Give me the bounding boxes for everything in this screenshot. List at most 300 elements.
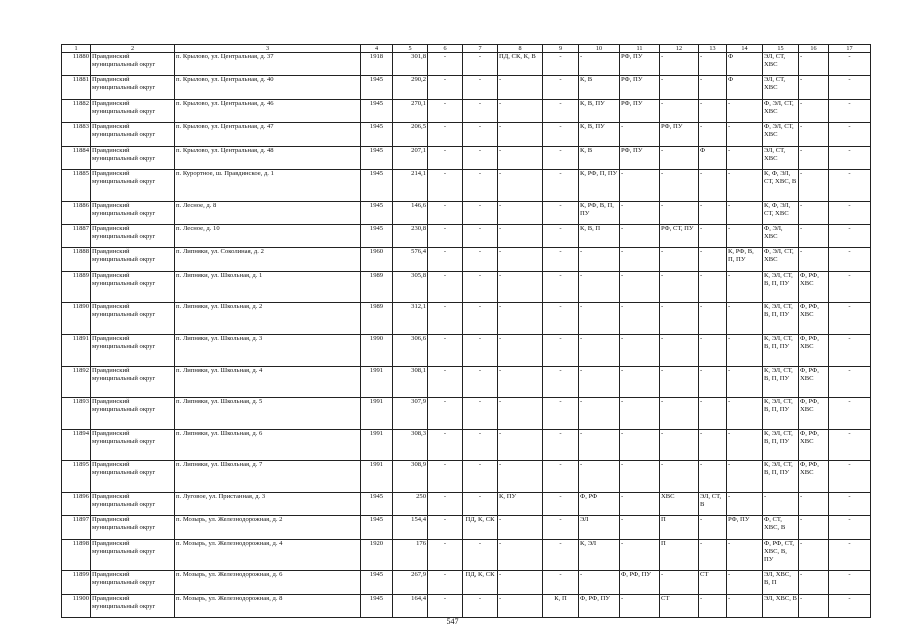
table-cell-col-5: 250 [393,492,428,515]
table-cell-col-16: - [799,571,829,594]
table-cell-col-1: 11896 [62,492,91,515]
table-cell-col-4: 1945 [361,146,393,169]
table-cell-col-11: - [620,516,660,539]
table-cell-col-1: 11900 [62,594,91,617]
column-header-14: 14 [727,45,763,53]
table-cell-col-6: - [428,429,463,461]
table-cell-col-8: - [498,334,543,366]
table-cell-col-8: ПД, СК, К, В [498,53,543,76]
table-cell-col-12: - [660,271,699,303]
table-cell-col-5: 306,6 [393,334,428,366]
table-cell-col-7: - [463,429,498,461]
table-cell-col-7: - [463,99,498,122]
table-cell-col-2: Правдинский муниципальный округ [91,461,175,493]
table-cell-col-9: - [543,461,579,493]
table-cell-col-13: - [699,271,727,303]
table-cell-col-6: - [428,516,463,539]
table-cell-col-15: ЭЛ, СТ, ХВС [763,146,799,169]
table-cell-col-16: Ф, РФ, ХВС [799,398,829,430]
table-cell-col-14: - [727,334,763,366]
table-cell-col-8: К, ПУ [498,492,543,515]
table-cell-col-7: - [463,53,498,76]
table-cell-col-7: - [463,366,498,398]
table-cell-col-17: - [829,492,871,515]
table-cell-col-13: - [699,516,727,539]
table-cell-col-9: - [543,248,579,271]
table-cell-col-11: - [620,169,660,201]
table-cell-col-11: РФ, ПУ [620,99,660,122]
table-cell-col-10: К, В, ПУ [579,99,620,122]
table-cell-col-1: 11894 [62,429,91,461]
table-cell-col-4: 1945 [361,169,393,201]
table-cell-col-6: - [428,76,463,99]
table-cell-col-10: К, В, ПУ [579,123,620,146]
table-row [62,146,871,169]
table-cell-col-13: - [699,429,727,461]
table-cell-col-5: 305,8 [393,271,428,303]
table-cell-col-6: - [428,571,463,594]
table-cell-col-10: Ф, РФ [579,492,620,515]
table-cell-col-14: Ф [727,76,763,99]
table-cell-col-4: 1945 [361,594,393,617]
table-cell-col-10: ЭЛ [579,516,620,539]
column-header-9: 9 [543,45,579,53]
table-cell-col-8: - [498,539,543,571]
table-cell-col-9: - [543,334,579,366]
table-cell-col-15: Ф, СТ, ХВС, В [763,516,799,539]
table-cell-col-1: 11899 [62,571,91,594]
column-header-4: 4 [361,45,393,53]
table-cell-col-11: - [620,461,660,493]
table-cell-col-9: - [543,271,579,303]
table-cell-col-16: - [799,594,829,617]
table-cell-col-16: - [799,539,829,571]
table-cell-col-3: п. Крылово, ул. Центральная, д. 48 [175,146,361,169]
table-cell-col-8: - [498,461,543,493]
table-cell-col-8: - [498,398,543,430]
table-cell-col-6: - [428,248,463,271]
table-cell-col-10: - [579,571,620,594]
table-cell-col-8: - [498,201,543,224]
table-row [62,123,871,146]
table-cell-col-14: - [727,594,763,617]
table-cell-col-16: Ф, РФ, ХВС [799,303,829,335]
column-number-header-row [62,45,871,53]
table-cell-col-16: - [799,76,829,99]
table-cell-col-9: - [543,146,579,169]
column-header-2: 2 [91,45,175,53]
table-cell-col-9: - [543,571,579,594]
table-cell-col-14: - [727,366,763,398]
table-cell-col-16: - [799,146,829,169]
table-cell-col-8: - [498,146,543,169]
table-cell-col-10: - [579,334,620,366]
table-cell-col-4: 1991 [361,366,393,398]
table-cell-col-12: - [660,366,699,398]
table-cell-col-16: - [799,224,829,247]
table-row [62,76,871,99]
table-row [62,303,871,335]
table-cell-col-14: К, РФ, В, П, ПУ [727,248,763,271]
table-cell-col-17: - [829,461,871,493]
table-cell-col-3: п. Мозырь, ул. Железнодорожная, д. 8 [175,594,361,617]
table-cell-col-5: 164,4 [393,594,428,617]
table-cell-col-13: - [699,248,727,271]
table-cell-col-12: - [660,169,699,201]
table-cell-col-16: - [799,248,829,271]
table-cell-col-8: - [498,303,543,335]
column-header-12: 12 [660,45,699,53]
column-header-17: 17 [829,45,871,53]
table-cell-col-4: 1918 [361,53,393,76]
table-cell-col-3: п. Липняки, ул. Соколиная, д. 2 [175,248,361,271]
table-cell-col-15: К, Ф, ЭЛ, СТ, ХВС [763,201,799,224]
table-cell-col-3: п. Крылово, ул. Центральная, д. 47 [175,123,361,146]
column-header-8: 8 [498,45,543,53]
table-cell-col-10: К, РФ, В, П, ПУ [579,201,620,224]
table-cell-col-14: - [727,571,763,594]
table-cell-col-8: - [498,169,543,201]
table-cell-col-14: РФ, ПУ [727,516,763,539]
table-row [62,492,871,515]
table-cell-col-10: - [579,271,620,303]
table-cell-col-17: - [829,366,871,398]
table-cell-col-15: Ф, ЭЛ, ХВС [763,224,799,247]
table-cell-col-4: 1960 [361,248,393,271]
table-cell-col-6: - [428,99,463,122]
table-cell-col-17: - [829,224,871,247]
table-cell-col-17: - [829,594,871,617]
table-cell-col-17: - [829,303,871,335]
table-cell-col-13: - [699,99,727,122]
table-cell-col-13: - [699,461,727,493]
column-header-15: 15 [763,45,799,53]
table-cell-col-9: - [543,201,579,224]
table-cell-col-1: 11898 [62,539,91,571]
table-cell-col-14: - [727,201,763,224]
table-cell-col-14: - [727,539,763,571]
table-cell-col-1: 11897 [62,516,91,539]
table-cell-col-3: п. Липняки, ул. Школьная, д. 6 [175,429,361,461]
table-cell-col-6: - [428,492,463,515]
table-cell-col-9: - [543,224,579,247]
table-cell-col-11: - [620,398,660,430]
column-header-1: 1 [62,45,91,53]
table-cell-col-3: п. Курортное, ш. Правдинское, д. 1 [175,169,361,201]
table-cell-col-17: - [829,169,871,201]
table-cell-col-13: - [699,539,727,571]
table-cell-col-5: 154,4 [393,516,428,539]
table-cell-col-11: Ф, РФ, ПУ [620,571,660,594]
table-cell-col-17: - [829,334,871,366]
table-cell-col-12: РФ, СТ, ПУ [660,224,699,247]
table-cell-col-13: - [699,201,727,224]
table-cell-col-2: Правдинский муниципальный округ [91,594,175,617]
table-row [62,461,871,493]
table-cell-col-2: Правдинский муниципальный округ [91,303,175,335]
table-cell-col-14: - [727,99,763,122]
table-row [62,334,871,366]
column-header-3: 3 [175,45,361,53]
table-cell-col-14: - [727,461,763,493]
table-cell-col-13: - [699,169,727,201]
table-cell-col-12: - [660,398,699,430]
table-cell-col-2: Правдинский муниципальный округ [91,123,175,146]
table-cell-col-2: Правдинский муниципальный округ [91,76,175,99]
table-row [62,539,871,571]
table-cell-col-12: - [660,303,699,335]
table-cell-col-8: - [498,224,543,247]
table-cell-col-6: - [428,366,463,398]
table-cell-col-16: - [799,123,829,146]
table-cell-col-8: - [498,248,543,271]
table-cell-col-10: К, ЭЛ [579,539,620,571]
table-cell-col-8: - [498,366,543,398]
table-cell-col-17: - [829,248,871,271]
table-cell-col-17: - [829,99,871,122]
table-cell-col-14: - [727,169,763,201]
page-number: 547 [446,617,459,626]
table-cell-col-2: Правдинский муниципальный округ [91,146,175,169]
table-cell-col-1: 11895 [62,461,91,493]
table-cell-col-5: 308,1 [393,366,428,398]
table-cell-col-7: - [463,461,498,493]
table-cell-col-6: - [428,271,463,303]
table-cell-col-15: Ф, ЭЛ, СТ, ХВС [763,123,799,146]
table-cell-col-17: - [829,429,871,461]
table-cell-col-10: - [579,303,620,335]
table-row [62,224,871,247]
table-cell-col-15: ЭЛ, ХВС, В, П [763,571,799,594]
table-cell-col-14: - [727,271,763,303]
table-cell-col-5: 146,6 [393,201,428,224]
table-cell-col-10: - [579,53,620,76]
table-cell-col-2: Правдинский муниципальный округ [91,571,175,594]
table-cell-col-16: - [799,99,829,122]
table-cell-col-11: - [620,334,660,366]
table-cell-col-9: - [543,429,579,461]
table-cell-col-14: - [727,123,763,146]
table-cell-col-2: Правдинский муниципальный округ [91,539,175,571]
table-cell-col-6: - [428,123,463,146]
table-cell-col-6: - [428,398,463,430]
table-cell-col-1: 11883 [62,123,91,146]
table-cell-col-5: 207,1 [393,146,428,169]
table-cell-col-3: п. Липняки, ул. Школьная, д. 3 [175,334,361,366]
table-cell-col-11: - [620,248,660,271]
table-cell-col-9: - [543,53,579,76]
table-cell-col-13: ЭЛ, СТ, В [699,492,727,515]
table-cell-col-9: - [543,398,579,430]
table-cell-col-14: - [727,429,763,461]
table-cell-col-7: - [463,492,498,515]
table-cell-col-3: п. Крылово, ул. Центральная, д. 40 [175,76,361,99]
table-cell-col-8: - [498,516,543,539]
table-cell-col-3: п. Липняки, ул. Школьная, д. 2 [175,303,361,335]
table-cell-col-3: п. Лесное, д. 8 [175,201,361,224]
table-cell-col-15: К, Ф, ЭЛ, СТ, ХВС, В [763,169,799,201]
table-cell-col-15: - [763,492,799,515]
column-header-16: 16 [799,45,829,53]
table-cell-col-6: - [428,461,463,493]
table-cell-col-4: 1945 [361,516,393,539]
table-cell-col-4: 1991 [361,429,393,461]
table-cell-col-8: - [498,594,543,617]
table-cell-col-11: - [620,303,660,335]
table-cell-col-12: - [660,146,699,169]
table-cell-col-9: - [543,123,579,146]
table-cell-col-9: - [543,303,579,335]
table-cell-col-3: п. Крылово, ул. Центральная, д. 37 [175,53,361,76]
table-cell-col-7: - [463,169,498,201]
table-cell-col-8: - [498,76,543,99]
table-cell-col-2: Правдинский муниципальный округ [91,516,175,539]
table-cell-col-12: РФ, ПУ [660,123,699,146]
table-cell-col-7: - [463,76,498,99]
table-cell-col-15: К, ЭЛ, СТ, В, П, ПУ [763,366,799,398]
table-cell-col-12: - [660,334,699,366]
table-cell-col-10: - [579,366,620,398]
table-cell-col-12: - [660,76,699,99]
table-cell-col-17: - [829,76,871,99]
table-cell-col-13: - [699,224,727,247]
table-cell-col-2: Правдинский муниципальный округ [91,169,175,201]
table-cell-col-1: 11882 [62,99,91,122]
table-cell-col-2: Правдинский муниципальный округ [91,492,175,515]
table-cell-col-2: Правдинский муниципальный округ [91,271,175,303]
table-cell-col-6: - [428,303,463,335]
table-cell-col-1: 11890 [62,303,91,335]
table-cell-col-13: - [699,76,727,99]
table-cell-col-4: 1989 [361,303,393,335]
table-cell-col-13: - [699,303,727,335]
table-cell-col-7: - [463,594,498,617]
table-cell-col-5: 307,9 [393,398,428,430]
table-cell-col-9: - [543,99,579,122]
table-cell-col-8: - [498,271,543,303]
table-cell-col-7: - [463,123,498,146]
table-cell-col-17: - [829,571,871,594]
table-cell-col-13: - [699,123,727,146]
table-cell-col-16: Ф, РФ, ХВС [799,334,829,366]
table-cell-col-2: Правдинский муниципальный округ [91,53,175,76]
table-cell-col-10: К, В, П [579,224,620,247]
table-cell-col-10: - [579,461,620,493]
table-cell-col-8: - [498,429,543,461]
table-cell-col-17: - [829,123,871,146]
table-cell-col-16: Ф, РФ, ХВС [799,461,829,493]
table-cell-col-12: ХВС [660,492,699,515]
table-cell-col-13: Ф [699,146,727,169]
table-cell-col-4: 1945 [361,76,393,99]
table-cell-col-11: - [620,366,660,398]
table-cell-col-15: К, ЭЛ, СТ, В, П, ПУ [763,461,799,493]
table-cell-col-11: - [620,429,660,461]
table-cell-col-11: РФ, ПУ [620,146,660,169]
table-cell-col-5: 214,1 [393,169,428,201]
table-cell-col-1: 11891 [62,334,91,366]
table-cell-col-8: - [498,571,543,594]
table-cell-col-6: - [428,169,463,201]
table-cell-col-8: - [498,99,543,122]
table-row [62,366,871,398]
column-header-6: 6 [428,45,463,53]
table-cell-col-1: 11893 [62,398,91,430]
table-cell-col-2: Правдинский муниципальный округ [91,99,175,122]
table-cell-col-15: К, ЭЛ, СТ, В, П, ПУ [763,271,799,303]
table-cell-col-17: - [829,271,871,303]
table-cell-col-9: - [543,516,579,539]
table-cell-col-9: - [543,169,579,201]
table-cell-col-7: - [463,398,498,430]
table-cell-col-16: Ф, РФ, ХВС [799,271,829,303]
table-cell-col-17: - [829,53,871,76]
table-cell-col-7: - [463,271,498,303]
table-cell-col-16: - [799,53,829,76]
housing-registry-table [61,44,871,618]
table-cell-col-17: - [829,516,871,539]
table-cell-col-10: Ф, РФ, ПУ [579,594,620,617]
table-cell-col-7: ПД, К, СК [463,516,498,539]
table-cell-col-12: - [660,571,699,594]
table-cell-col-2: Правдинский муниципальный округ [91,201,175,224]
table-cell-col-16: - [799,201,829,224]
table-cell-col-13: СТ [699,571,727,594]
table-cell-col-17: - [829,539,871,571]
table-cell-col-10: К, В [579,146,620,169]
table-cell-col-3: п. Крылово, ул. Центральная, д. 46 [175,99,361,122]
table-cell-col-12: - [660,429,699,461]
table-cell-col-5: 270,1 [393,99,428,122]
table-cell-col-10: - [579,398,620,430]
table-cell-col-8: - [498,123,543,146]
table-cell-col-9: - [543,366,579,398]
table-cell-col-3: п. Мозырь, ул. Железнодорожная, д. 2 [175,516,361,539]
table-row [62,571,871,594]
table-cell-col-13: - [699,594,727,617]
table-cell-col-2: Правдинский муниципальный округ [91,224,175,247]
table-cell-col-14: - [727,303,763,335]
table-cell-col-14: - [727,398,763,430]
table-cell-col-3: п. Липняки, ул. Школьная, д. 1 [175,271,361,303]
table-cell-col-1: 11885 [62,169,91,201]
table-cell-col-4: 1945 [361,492,393,515]
table-cell-col-7: - [463,334,498,366]
table-cell-col-13: - [699,366,727,398]
table-cell-col-11: РФ, ПУ [620,76,660,99]
table-cell-col-16: - [799,516,829,539]
table-cell-col-3: п. Липняки, ул. Школьная, д. 7 [175,461,361,493]
column-header-5: 5 [393,45,428,53]
table-cell-col-5: 290,2 [393,76,428,99]
table-cell-col-7: - [463,248,498,271]
table-cell-col-17: - [829,201,871,224]
table-cell-col-4: 1945 [361,224,393,247]
table-cell-col-4: 1945 [361,99,393,122]
table-cell-col-14: - [727,224,763,247]
table-cell-col-16: - [799,169,829,201]
table-cell-col-10: - [579,248,620,271]
table-cell-col-1: 11884 [62,146,91,169]
table-cell-col-12: СТ [660,594,699,617]
table-cell-col-16: Ф, РФ, ХВС [799,429,829,461]
table-cell-col-16: - [799,492,829,515]
table-cell-col-3: п. Луговое, ул. Пристанная, д. 3 [175,492,361,515]
table-cell-col-15: К, ЭЛ, СТ, В, П, ПУ [763,429,799,461]
table-cell-col-12: - [660,201,699,224]
table-cell-col-9: - [543,492,579,515]
table-cell-col-15: ЭЛ, ХВС, В [763,594,799,617]
